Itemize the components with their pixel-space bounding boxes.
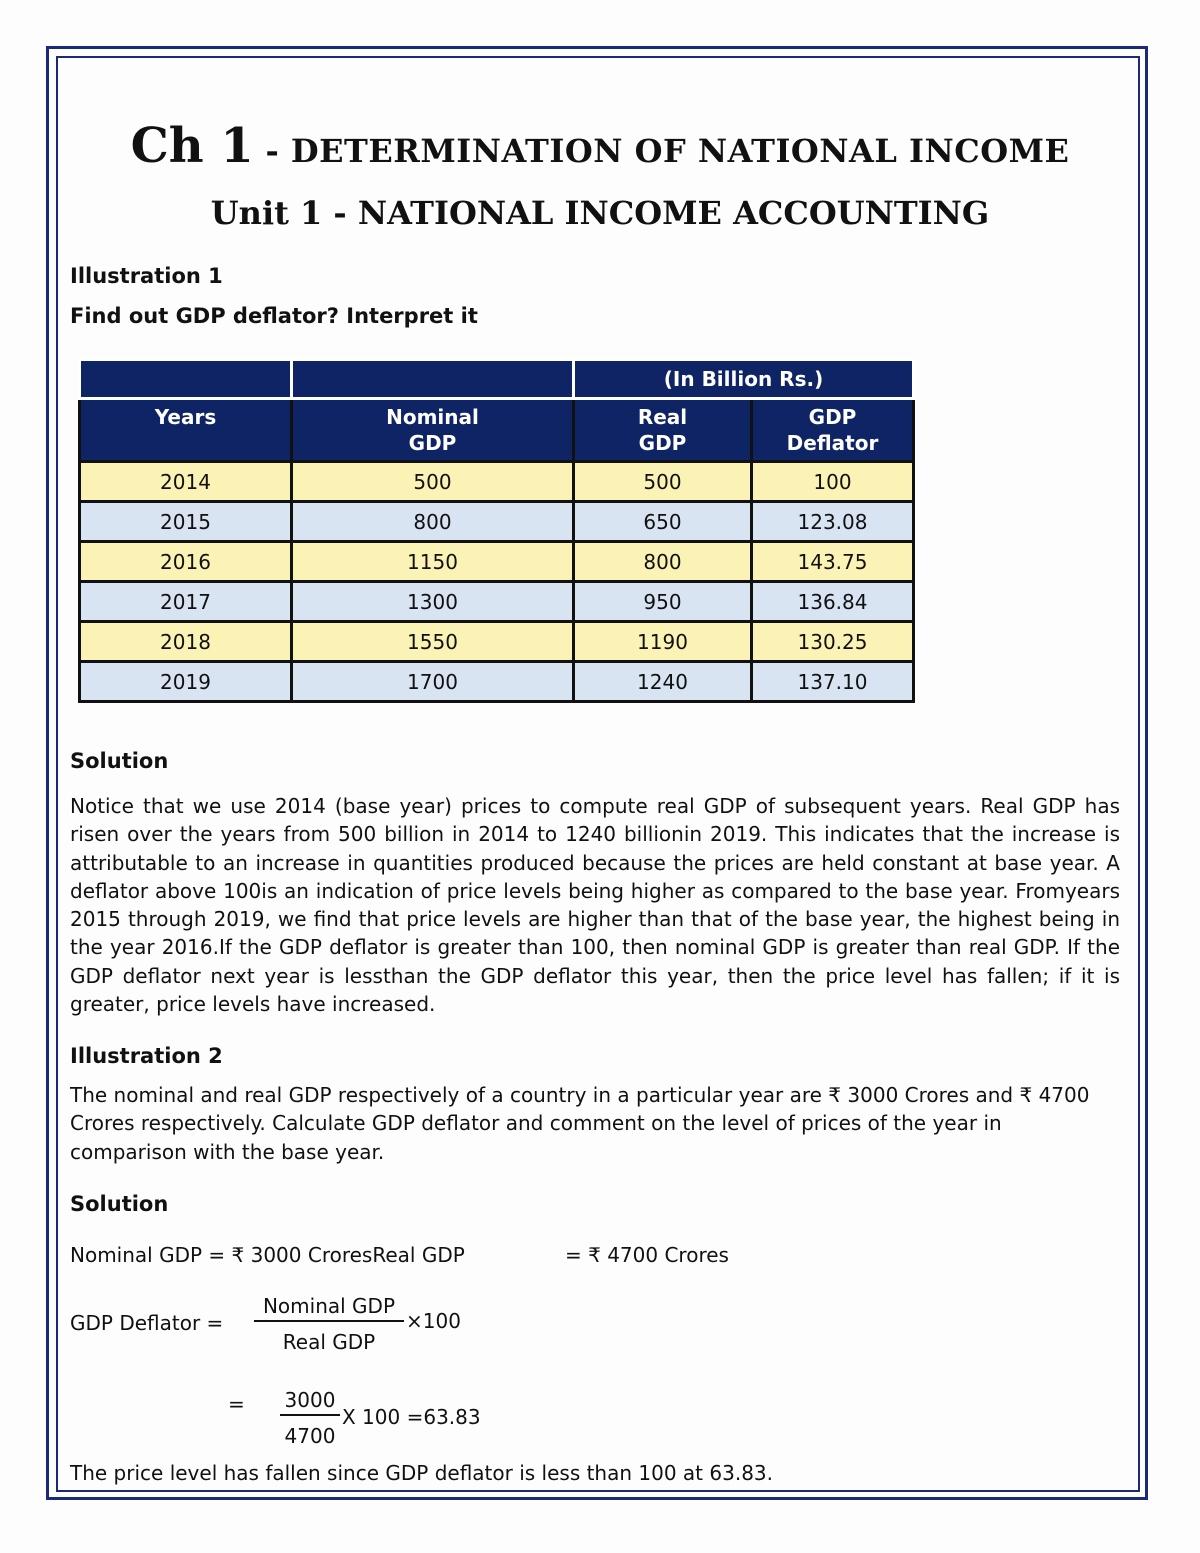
table-row: [80, 662, 914, 702]
table-cell: 800: [292, 502, 574, 542]
table-cell: 2014: [80, 462, 292, 502]
table-cell: 950: [574, 582, 752, 622]
calc-result: X 100 =63.83: [342, 1405, 481, 1429]
table-cell: 137.10: [752, 662, 914, 702]
table-cell: 1300: [292, 582, 574, 622]
conclusion-text: The price level has fallen since GDP deflator is less than 100 at 63.83.: [70, 1461, 773, 1485]
table-cell: 650: [574, 502, 752, 542]
table-header-row: [80, 399, 914, 462]
illustration-2-heading: Illustration 2: [70, 1044, 223, 1068]
table-cell: 143.75: [752, 542, 914, 582]
table-row: [80, 502, 914, 542]
given-value: = ₹ 4700 Crores: [565, 1243, 729, 1267]
table-row: [80, 582, 914, 622]
formula-fraction: [254, 1294, 404, 1354]
chapter-number: Ch 1: [130, 118, 254, 174]
illustration-1-question: Find out GDP deflator? Interpret it: [70, 304, 478, 328]
table-cell: 500: [292, 462, 574, 502]
unit-title: Unit 1 - NATIONAL INCOME ACCOUNTING: [210, 194, 990, 232]
solution-2-heading: Solution: [70, 1192, 169, 1216]
table-cell: 800: [574, 542, 752, 582]
chapter-title: [0, 118, 1200, 174]
calc-numerator: 3000: [280, 1388, 340, 1416]
formula-denominator: Real GDP: [282, 1330, 376, 1354]
table-cell: 123.08: [752, 502, 914, 542]
column-header-years: Years: [80, 399, 292, 462]
table-cell: [292, 360, 574, 399]
table-cell: 2019: [80, 662, 292, 702]
gdp-table: [78, 358, 915, 703]
chapter-name: - DETERMINATION OF NATIONAL INCOME: [253, 132, 1070, 170]
formula-label: GDP Deflator =: [70, 1311, 224, 1335]
solution-1-heading: Solution: [70, 749, 169, 773]
table-cell: 100: [752, 462, 914, 502]
table-row: [80, 542, 914, 582]
table-row: [80, 622, 914, 662]
table-cell: 1700: [292, 662, 574, 702]
column-header-real-gdp: Real GDP: [574, 399, 752, 462]
solution-1-text: Notice that we use 2014 (base year) prices to compute real GDP of subsequent years. Real GDP has risen over the years from 500 billion in 2014 to 1240 billionin 2019. This indicates that the increase is attributable to an increase in quantities produced because the prices are held constant at base year. A deflator above 100is an indication of price levels being higher as compared to the base year. Fromyears 2015 through 2019, we find that price levels are higher than that of the base year, the highest being in the year 2016.If the GDP deflator is greater than 100, then nominal GDP is greater than real GDP. If the GDP deflator next year is lessthan the GDP deflator this year, then the price level has fallen; if it is greater, price levels have increased.: [70, 794, 1120, 1017]
table-cell: 1150: [292, 542, 574, 582]
given-line: Nominal GDP = ₹ 3000 CroresReal GDP: [70, 1243, 465, 1267]
table-unit-row: [80, 360, 914, 399]
table-cell: 500: [574, 462, 752, 502]
table-cell: 1190: [574, 622, 752, 662]
table-cell: [80, 360, 292, 399]
table-cell: 2017: [80, 582, 292, 622]
column-header-gdp-deflator: GDP Deflator: [752, 399, 914, 462]
table-cell: 2016: [80, 542, 292, 582]
formula-numerator: Nominal GDP: [254, 1294, 404, 1322]
column-header-nominal-gdp: Nominal GDP: [292, 399, 574, 462]
calc-fraction: [280, 1388, 340, 1448]
table-cell: 1550: [292, 622, 574, 662]
table-unit-note: (In Billion Rs.): [574, 360, 914, 399]
table-cell: 136.84: [752, 582, 914, 622]
illustration-2-question: The nominal and real GDP respectively of a country in a particular year are ₹ 3000 Crores and ₹ 4700 Crores respectively. Calculate GDP deflator and comment on the level of prices of the year in comparison with the base year.: [70, 1083, 1090, 1164]
table-cell: 2018: [80, 622, 292, 662]
illustration-1-heading: Illustration 1: [70, 264, 223, 288]
formula-multiplier: ×100: [406, 1309, 461, 1333]
table-cell: 1240: [574, 662, 752, 702]
calc-equals: =: [228, 1392, 245, 1416]
calc-denominator: 4700: [284, 1424, 336, 1448]
table-cell: 2015: [80, 502, 292, 542]
table-cell: 130.25: [752, 622, 914, 662]
table-row: [80, 462, 914, 502]
